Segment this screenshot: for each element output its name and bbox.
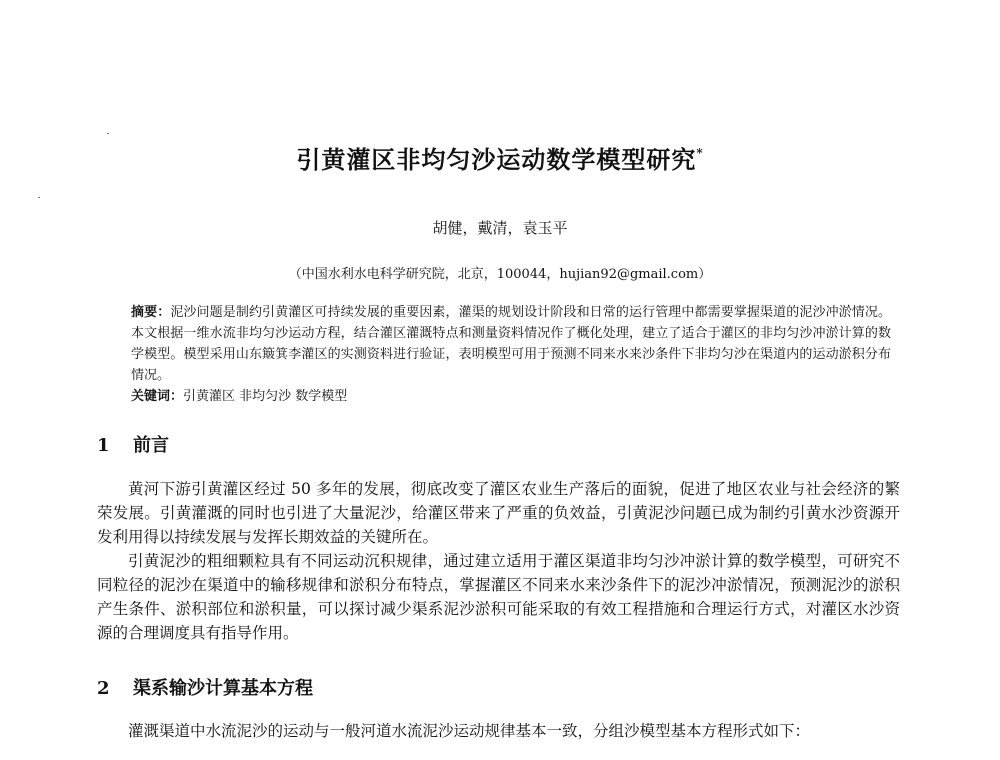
keywords <box>131 386 891 407</box>
section-heading <box>97 431 169 457</box>
scan-speck <box>38 197 40 198</box>
paper-title <box>0 140 1000 175</box>
authors: 胡健，戴清，袁玉平 <box>432 219 568 237</box>
scan-speck <box>107 133 109 134</box>
paragraph: 灌溉渠道中水流泥沙的运动与一般河道水流泥沙运动规律基本一致，分组沙模型基本方程形式如下： <box>128 722 811 740</box>
keywords-text: 引黄灌区 非均匀沙 数学模型 <box>183 389 348 404</box>
section-body <box>97 719 900 743</box>
abstract <box>131 302 891 386</box>
section-body <box>97 477 900 645</box>
paragraph: 黄河下游引黄灌区经过 50 多年的发展，彻底改变了灌区农业生产落后的面貌，促进了地区农业与社会经济的繁荣发展。引黄灌溉的同时也引进了大量泥沙，给灌区带来了严重的负效益，引黄泥沙问题已成为制约引黄水沙资源开发利用得以持续发展与发挥长期效益的关键所在。 <box>97 480 900 546</box>
keywords-label: 关键词： <box>131 389 184 404</box>
title-text: 引黄灌区非均匀沙运动数学模型研究 <box>296 145 697 174</box>
paragraph: 引黄泥沙的粗细颗粒具有不同运动沉积规律，通过建立适用于灌区渠道非均匀沙冲淤计算的数学模型，可研究不同粒径的泥沙在渠道中的输移规律和淤积分布特点，掌握灌区不同来水来沙条件下的泥沙冲淤情况，预测泥沙的淤积产生条件、淤积部位和淤积量，可以探讨减少渠系泥沙淤积可能采取的有效工程措施和合理运行方式，对灌区水沙资源的合理调度具有指导作用。 <box>97 552 900 642</box>
section-title: 前言 <box>133 435 169 456</box>
section-number: 1 <box>97 435 110 456</box>
abstract-label: 摘要： <box>131 305 171 320</box>
section-number: 2 <box>97 678 110 699</box>
title-footnote-mark: * <box>696 146 704 160</box>
abstract-text: 泥沙问题是制约引黄灌区可持续发展的重要因素，灌渠的规划设计阶段和日常的运行管理中都需要掌握渠道的泥沙冲淤情况。本文根据一维水流非均匀沙运动方程，结合灌区灌溉特点和测量资料情况作了概化处理，建立了适合于灌区的非均匀沙冲淤计算的数学模型。模型采用山东簸箕李灌区的实测资料进行验证，表明模型可用于预测不同来水来沙条件下非均匀沙在渠道内的运动淤积分布情况。 <box>131 305 891 383</box>
affiliation: （中国水利水电科学研究院，北京，100044，hujian92@gmail.com） <box>288 267 712 282</box>
section-heading <box>97 674 313 700</box>
section-title: 渠系输沙计算基本方程 <box>133 678 313 699</box>
